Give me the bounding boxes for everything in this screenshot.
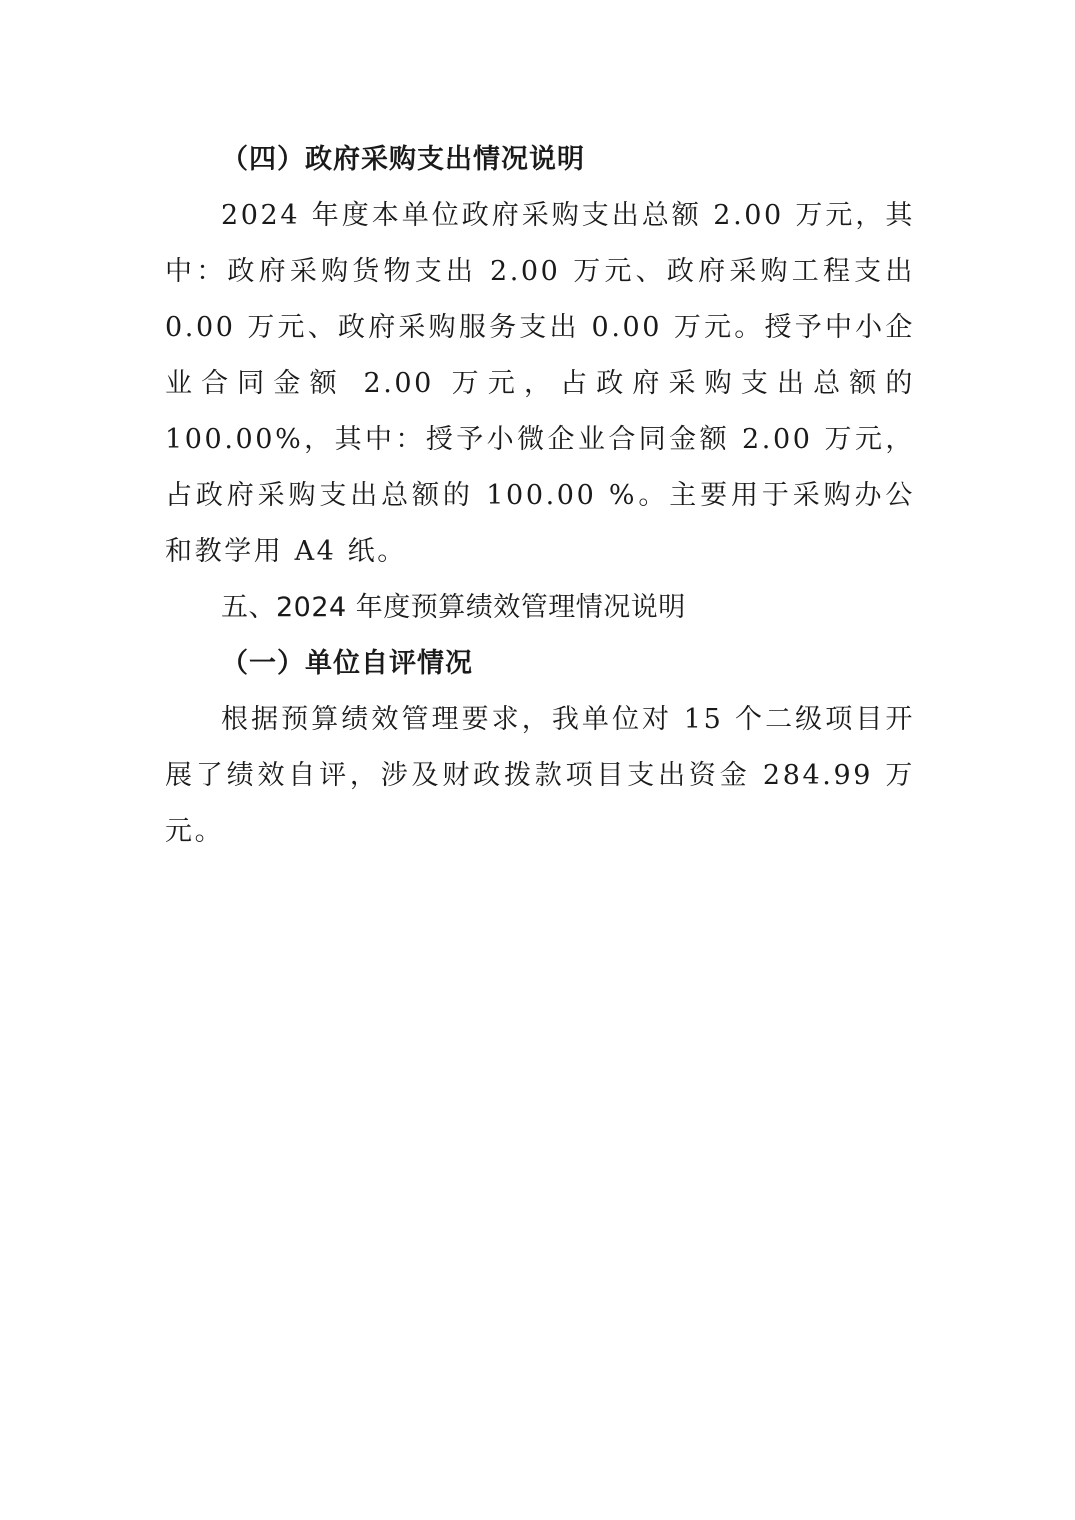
section-heading-government-procurement: （四）政府采购支出情况说明 <box>221 144 585 175</box>
chapter-heading-performance-management: 五、2024 年度预算绩效管理情况说明 <box>221 592 686 623</box>
paragraph-government-procurement: 2024 年度本单位政府采购支出总额 2.00 万元，其中：政府采购货物支出 2.00 万元、政府采购工程支出 0.00 万元、政府采购服务支出 0.00 万元。授予中小企业合同金额 2.00 万元，占政府采购支出总额的 100.00%，其中：授予小微企业合同金额 2.00 万元，占政府采购支出总额的 100.00 %。主要用于采购办公和教学用 A4 纸。 <box>165 200 915 567</box>
paragraph-self-evaluation: 根据预算绩效管理要求，我单位对 15 个二级项目开展了绩效自评，涉及财政拨款项目支出资金 284.99 万元。 <box>165 704 915 847</box>
section-heading-self-evaluation: （一）单位自评情况 <box>221 648 473 679</box>
document-body <box>165 132 915 860</box>
